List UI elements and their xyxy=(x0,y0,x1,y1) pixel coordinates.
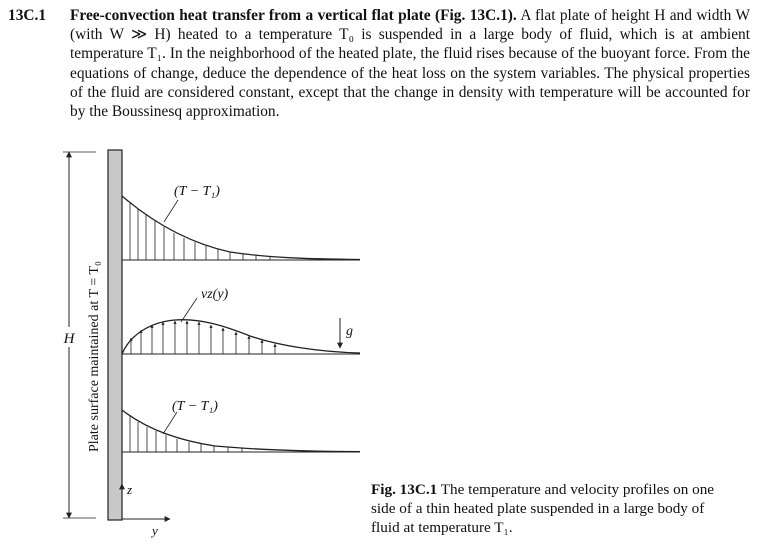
plate-label: Plate surface maintained at T = T₀ xyxy=(87,261,102,452)
temperature-profile-top xyxy=(122,184,360,260)
problem-body: A flat plate of height H and width W (with W ≫ H) heated to a temperature T₀ is suspended in a large body of fluid, which is at ambient temperature T₁. In the neighborhood of the heated plate, the fluid rises because of the buoyant force. From the equations of change, deduce the dependence of the heat loss on the system variables. The physical properties of the fluid are considered constant, except that the change in density with temperature will be accounted for by the Boussinesq approximation. xyxy=(70,7,751,121)
velocity-profile-middle xyxy=(122,287,360,354)
profile-mid-label: vz(y) xyxy=(201,287,229,302)
gravity-indicator xyxy=(340,318,353,348)
z-axis-label: z xyxy=(127,482,133,497)
problem-title: Free-convection heat transfer from a vertical flat plate (Fig. 13C.1). xyxy=(70,7,517,24)
profile-top-label: (T − T₁) xyxy=(174,184,220,199)
figure-caption xyxy=(371,480,721,537)
coordinate-axes xyxy=(122,482,170,538)
profile-bottom-label: (T − T₁) xyxy=(172,399,218,414)
y-axis-label: y xyxy=(152,523,158,538)
height-label: H xyxy=(63,331,75,347)
caption-label: Fig. 13C.1 xyxy=(371,481,438,498)
problem-number: 13C.1 xyxy=(8,7,47,24)
temperature-profile-bottom xyxy=(122,399,360,452)
gravity-label: g xyxy=(346,324,353,339)
heated-plate xyxy=(108,150,122,520)
caption-text: The temperature and velocity profiles on one side of a thin heated plate suspended in a large body of fluid at temperature T₁. xyxy=(371,481,715,536)
